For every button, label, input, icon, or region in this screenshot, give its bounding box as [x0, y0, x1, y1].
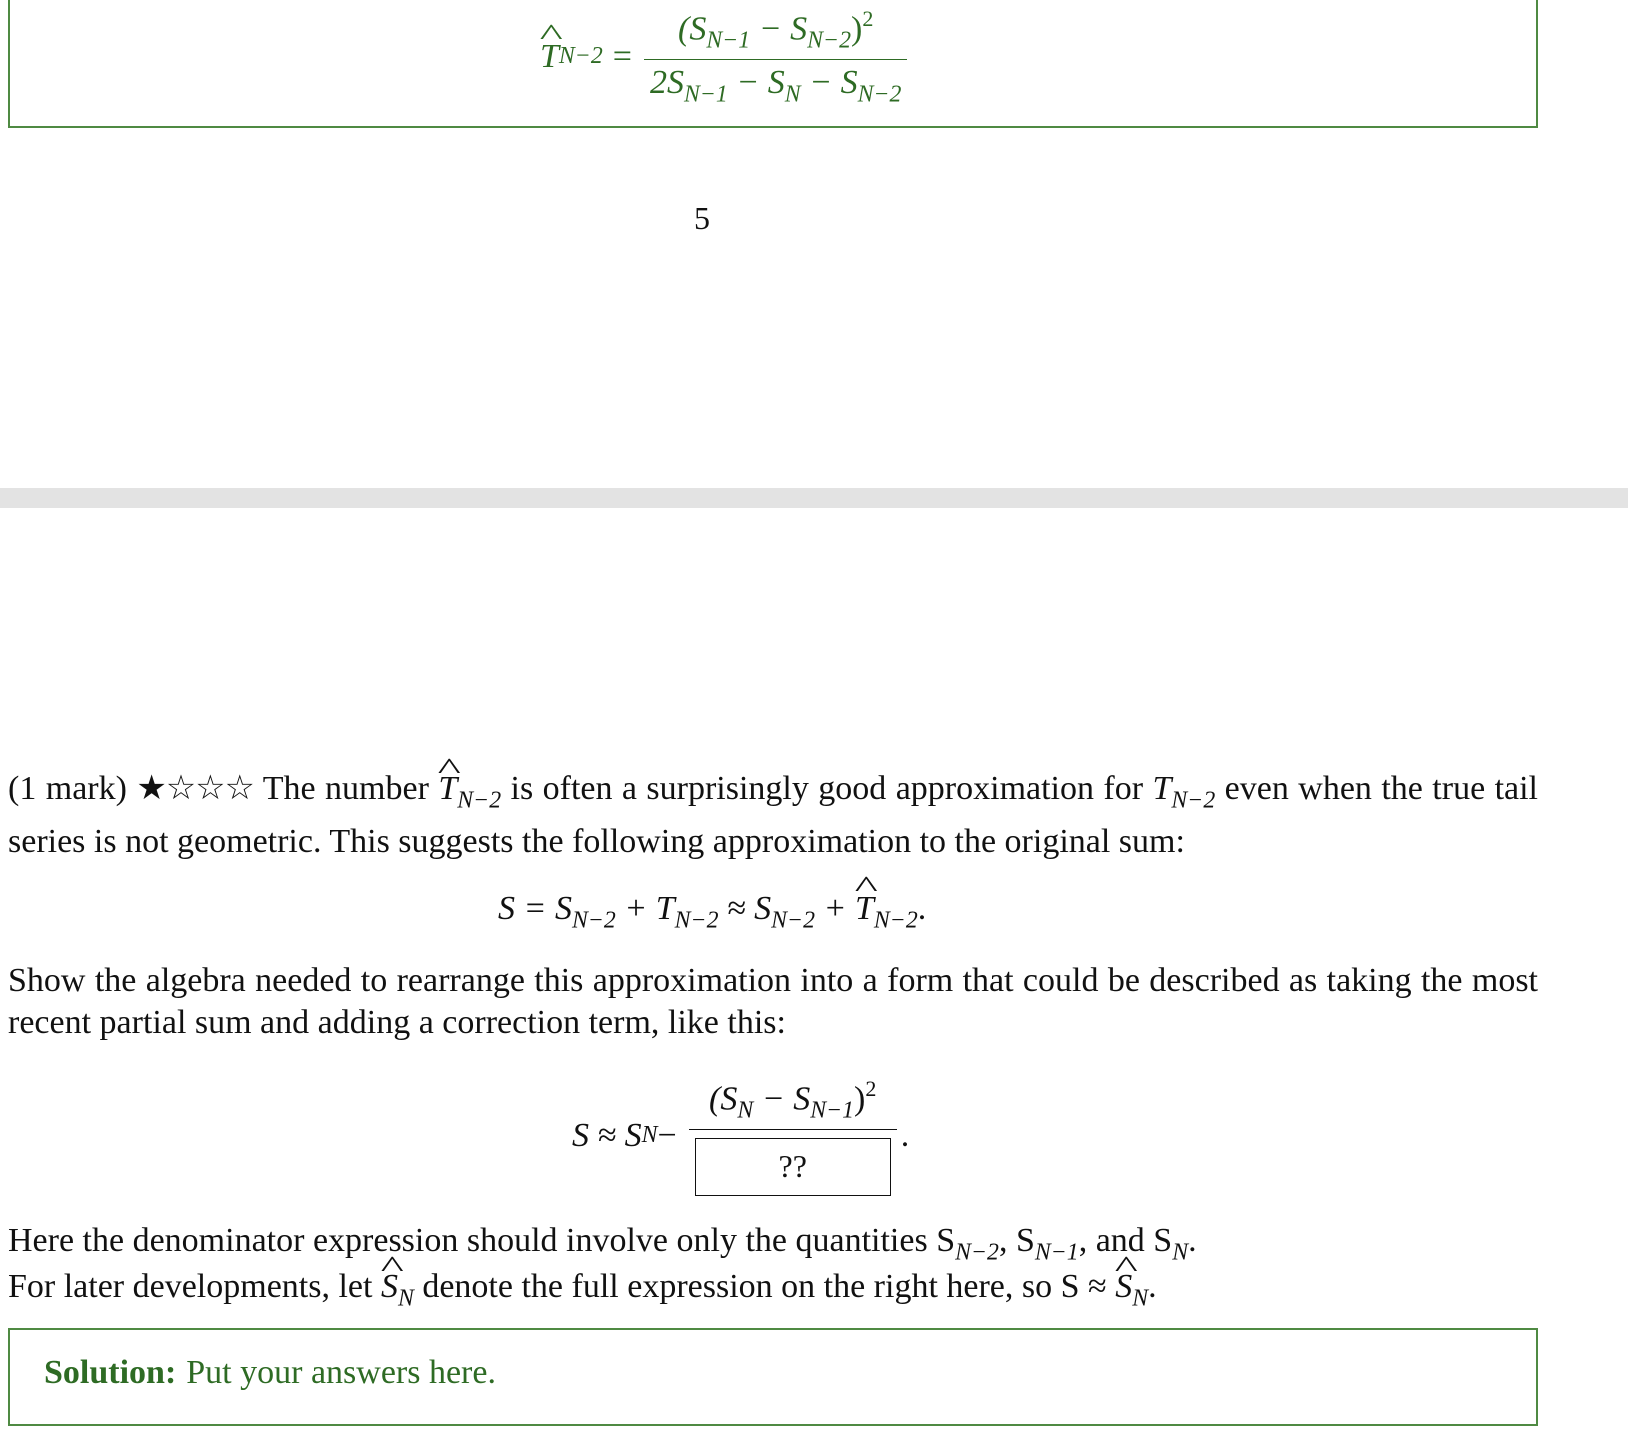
p3-text-1: Here the denominator expression should involve only the quantities S: [8, 1222, 956, 1259]
eq2-fraction: [689, 1076, 897, 1196]
p3-text-3: , and S: [1078, 1222, 1173, 1259]
denominator-placeholder-box: ??: [695, 1138, 891, 1196]
eq1-part: S = S: [498, 890, 572, 927]
den-coef: 2S: [649, 63, 684, 101]
den-sub3: N−2: [857, 80, 902, 107]
page-number: 5: [694, 200, 710, 236]
solution-label: Solution:: [44, 1354, 177, 1391]
solution-placeholder: Put your answers here.: [186, 1354, 496, 1391]
intro-t: T: [1152, 770, 1172, 807]
eq1-sub2: N−2: [674, 907, 719, 934]
p4-sub: N: [397, 1285, 414, 1312]
intro-text-2: is often a surprisingly good approximation for: [501, 770, 1153, 807]
eq2-end: .: [900, 1116, 910, 1154]
p4-sub2: N: [1132, 1285, 1149, 1312]
eq1-sub1: N−2: [571, 907, 616, 934]
target-form-equation: [572, 1076, 909, 1196]
p3-sub3: N: [1172, 1239, 1189, 1266]
eq2-num-close: ): [854, 1080, 866, 1118]
intro-sub2: N−2: [1171, 787, 1216, 814]
t-hat-formula: [540, 6, 907, 108]
num-open: (S: [678, 10, 707, 48]
eq1-end: .: [917, 890, 927, 927]
solution-text: [44, 1354, 496, 1392]
eq1-approx: ≈ S: [718, 890, 772, 927]
solution-box[interactable]: [8, 1328, 1538, 1426]
intro-text-1: The number: [262, 770, 439, 807]
eq2-minus: −: [657, 1116, 677, 1154]
den-mid: − S: [727, 63, 785, 101]
p4-text-1: For later developments, let: [8, 1268, 381, 1305]
den-mid2: − S: [800, 63, 858, 101]
p3-text-2: , S: [998, 1222, 1035, 1259]
p3-sub1: N−2: [955, 1239, 999, 1266]
den-sub2: N: [784, 80, 801, 107]
eq2-power: 2: [865, 1076, 877, 1101]
difficulty-stars: ★☆☆☆: [136, 770, 254, 807]
instruction-paragraph: Show the algebra needed to rearrange this approximation into a form that could be described as taking the most recent partial sum and adding a correction term, like this:: [8, 962, 1538, 1041]
formula-fraction: [644, 6, 907, 108]
p4-s-hat2: S: [1115, 1268, 1133, 1305]
intro-t-hat: T: [438, 770, 458, 807]
approximation-equation: [498, 890, 926, 934]
p4-s-hat: S: [380, 1268, 398, 1305]
eq1-t-hat: T: [854, 890, 874, 927]
num-sub1: N−1: [706, 27, 751, 54]
intro-text-3: even when the true tail series is not geometric. This suggests the following approximation to the original sum:: [8, 770, 1539, 861]
formula-lhs: T: [540, 37, 559, 75]
p3-text-4: .: [1188, 1222, 1197, 1259]
eq1-sub4: N−2: [873, 907, 918, 934]
eq2-num-minus: − S: [753, 1080, 811, 1118]
page-divider: [0, 488, 1628, 508]
intro-sub: N−2: [457, 787, 502, 814]
eq1-sub3: N−2: [771, 907, 816, 934]
eq2-num-sub2: N−1: [810, 1097, 855, 1124]
formula-equals: =: [612, 37, 632, 75]
num-power: 2: [862, 6, 874, 31]
formula-lhs-sub: N−2: [558, 43, 603, 70]
eq2-num-sub1: N: [737, 1097, 754, 1124]
num-close: ): [850, 10, 863, 48]
num-minus: − S: [750, 10, 808, 48]
p4-text-3: .: [1148, 1268, 1157, 1305]
num-sub2: N−2: [807, 27, 851, 54]
definition-note: [8, 1266, 1538, 1319]
marks: (1 mark): [8, 770, 127, 807]
den-sub1: N−1: [683, 80, 728, 107]
question-paragraph: [8, 768, 1538, 863]
eq1-plus: + T: [615, 890, 675, 927]
eq2-num-open: (S: [709, 1080, 738, 1118]
p4-text-2: denote the full expression on the right here, so S ≈: [413, 1268, 1116, 1305]
eq2-lhs: S ≈ S: [572, 1116, 642, 1154]
eq1-plus2: +: [815, 890, 855, 927]
p3-sub2: N−1: [1034, 1239, 1079, 1266]
eq2-sub: N: [641, 1122, 658, 1149]
